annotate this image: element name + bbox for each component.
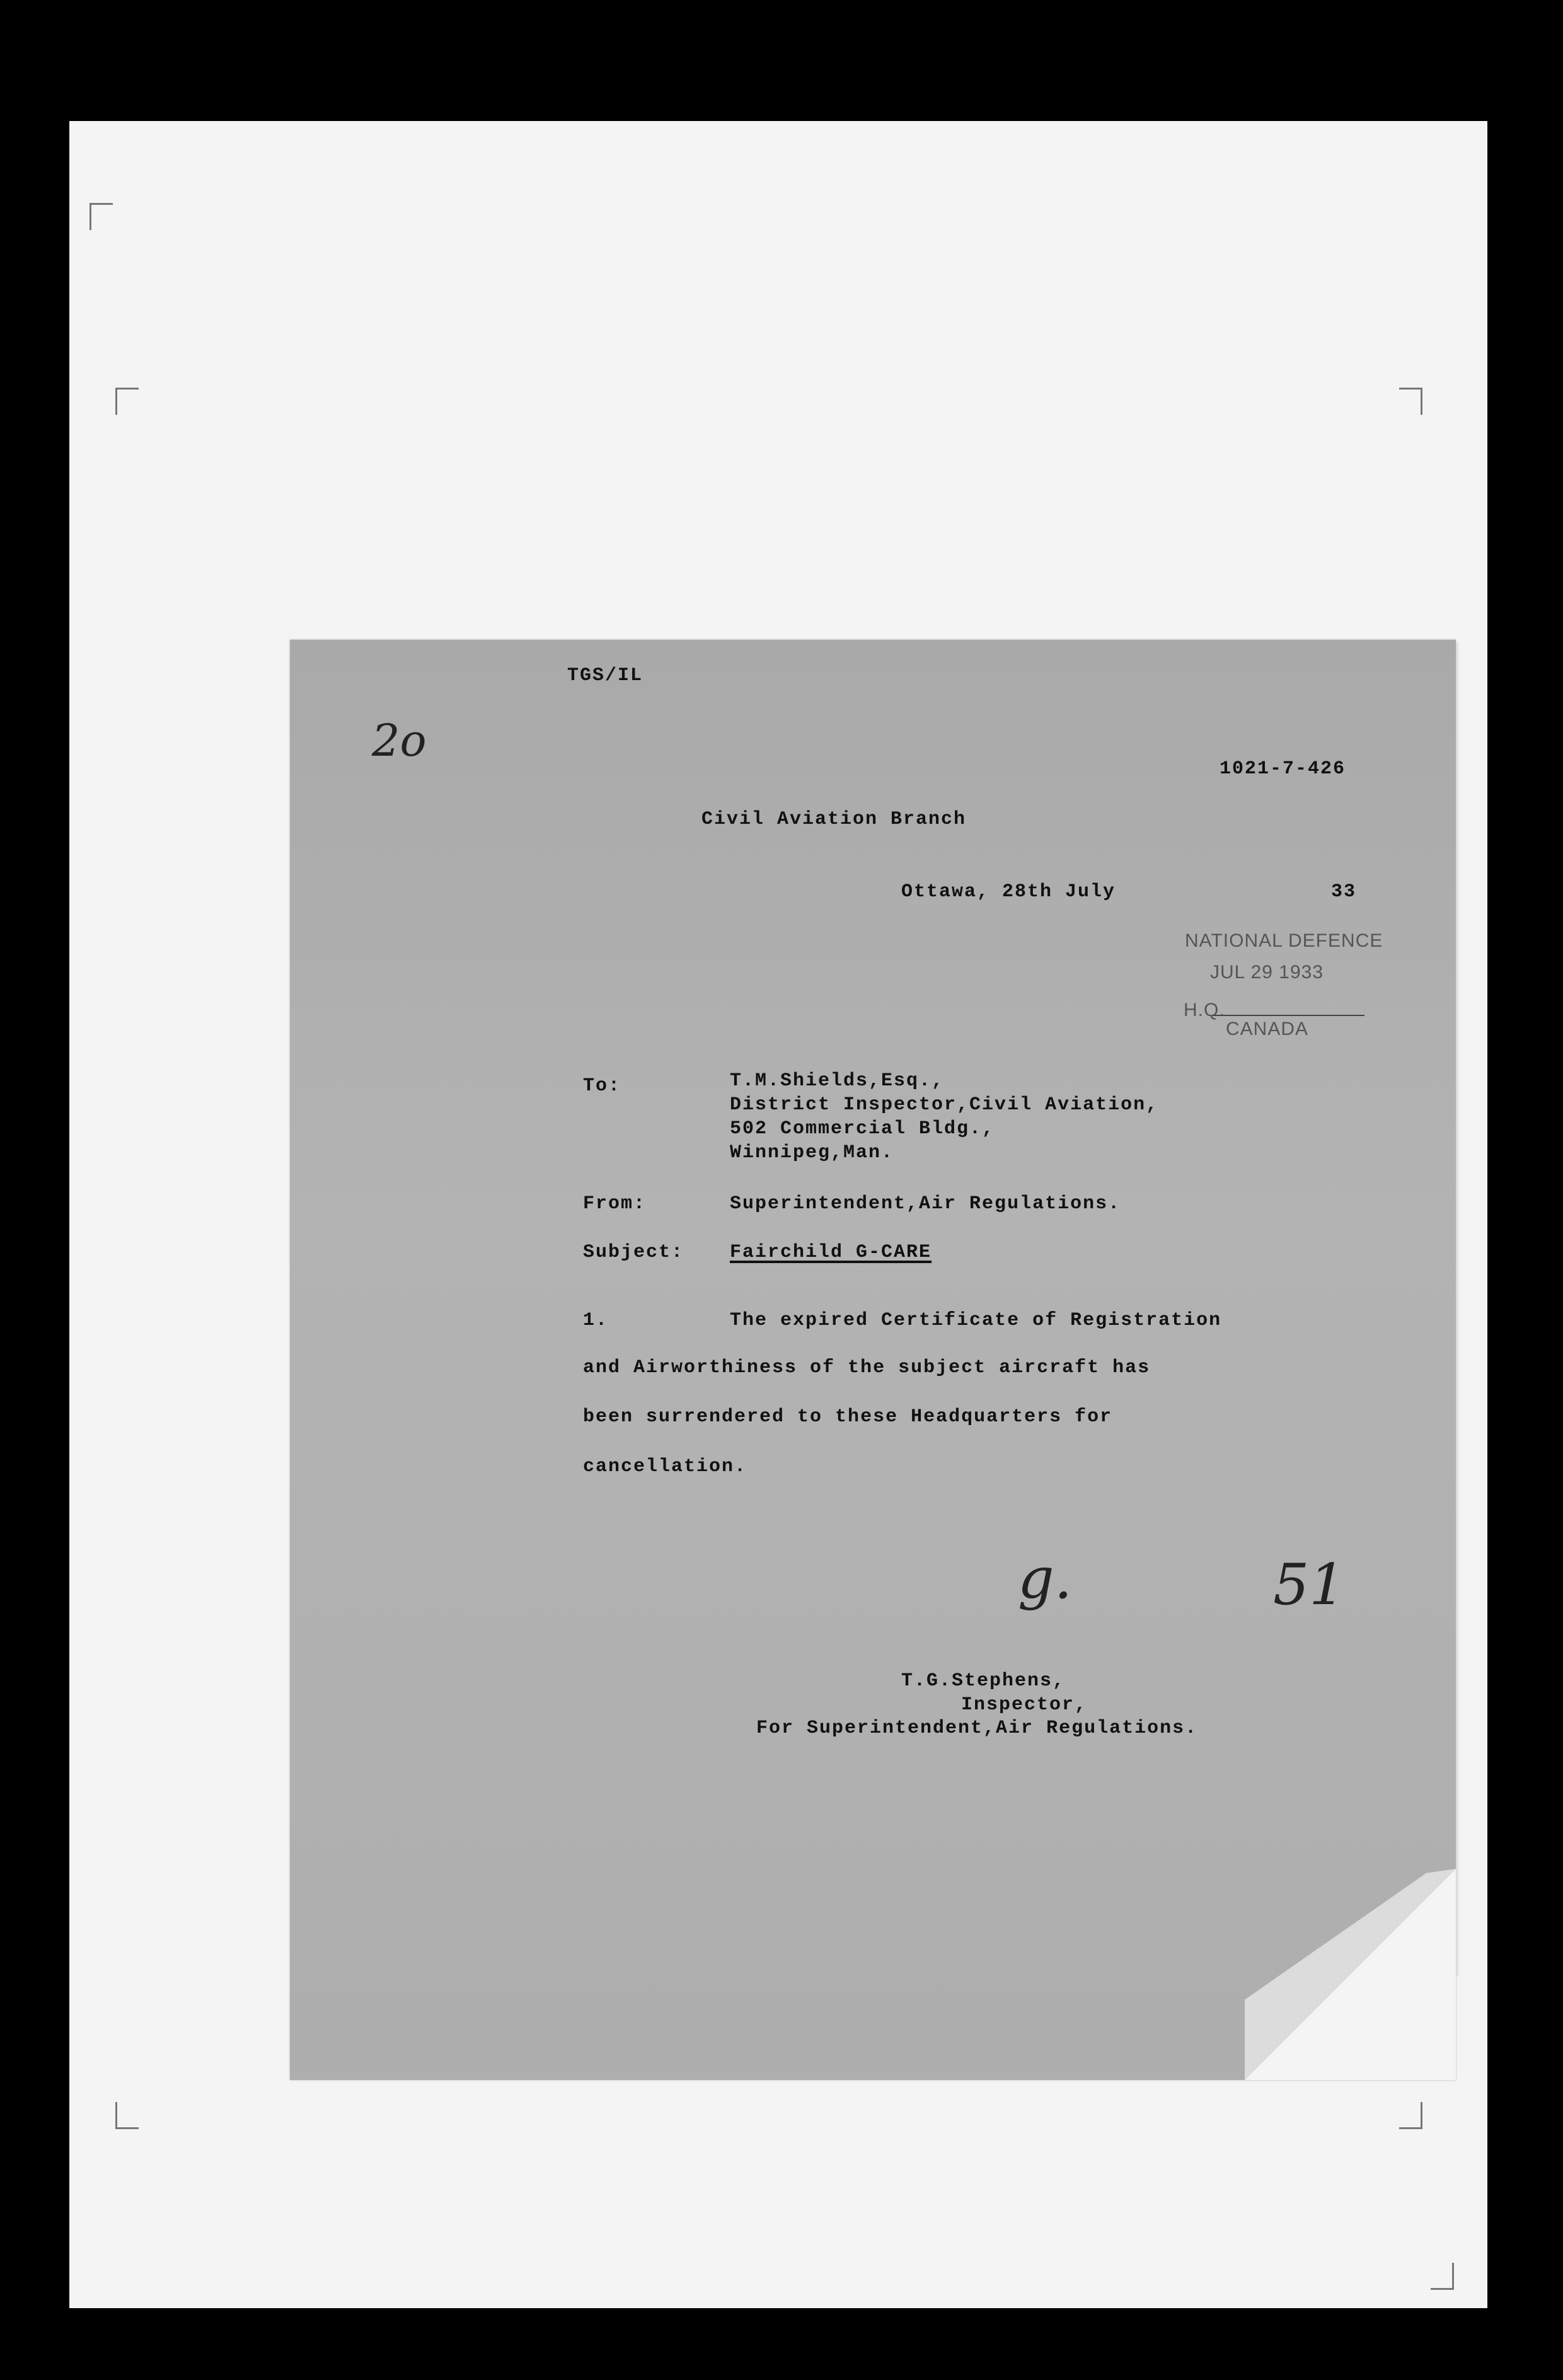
file-number: 1021-7-426 xyxy=(1220,758,1346,780)
to-label: To: xyxy=(583,1075,621,1097)
from-label: From: xyxy=(583,1193,647,1215)
place-date: Ottawa, 28th July xyxy=(901,881,1116,903)
frame-corner-mark xyxy=(1431,2263,1454,2290)
frame-corner-mark xyxy=(1399,2102,1422,2129)
branch-heading: Civil Aviation Branch xyxy=(701,809,967,830)
subject-value: Fairchild G-CARE xyxy=(730,1242,932,1263)
paragraph-number: 1. xyxy=(583,1310,609,1331)
to-line-3: 502 Commercial Bldg., xyxy=(730,1118,995,1140)
body-line-4: cancellation. xyxy=(583,1456,747,1477)
stamp-line-hq: H.Q. xyxy=(1184,1000,1225,1020)
handwritten-number: 51 xyxy=(1273,1552,1346,1618)
frame-corner-mark xyxy=(115,388,139,415)
handwritten-mark: 2o xyxy=(372,715,427,766)
subject-label: Subject: xyxy=(583,1242,684,1263)
signature-title: Inspector, xyxy=(961,1694,1088,1716)
handwritten-initials: g. xyxy=(1018,1545,1073,1612)
body-line-2: and Airworthiness of the subject aircraft has xyxy=(583,1357,1151,1378)
to-line-1: T.M.Shields,Esq., xyxy=(730,1070,945,1092)
stamp-line-country: CANADA xyxy=(1226,1019,1309,1039)
frame-corner-mark xyxy=(1399,388,1422,415)
stamp-line-department: NATIONAL DEFENCE xyxy=(1185,930,1383,951)
frame-corner-mark xyxy=(89,203,113,230)
body-line-1: The expired Certificate of Registration xyxy=(730,1310,1222,1331)
to-line-2: District Inspector,Civil Aviation, xyxy=(730,1094,1159,1116)
from-value: Superintendent,Air Regulations. xyxy=(730,1193,1121,1215)
stamp-line-date: JUL 29 1933 xyxy=(1210,962,1324,983)
date-year: 33 xyxy=(1331,881,1357,903)
stamp-rule xyxy=(1213,1015,1364,1016)
signature-name: T.G.Stephens, xyxy=(901,1670,1066,1692)
reference-initials: TGS/IL xyxy=(567,665,643,686)
signature-for-line: For Superintendent,Air Regulations. xyxy=(756,1718,1198,1739)
to-line-4: Winnipeg,Man. xyxy=(730,1142,894,1164)
frame-corner-mark xyxy=(115,2102,139,2129)
body-line-3: been surrendered to these Headquarters for xyxy=(583,1406,1113,1428)
